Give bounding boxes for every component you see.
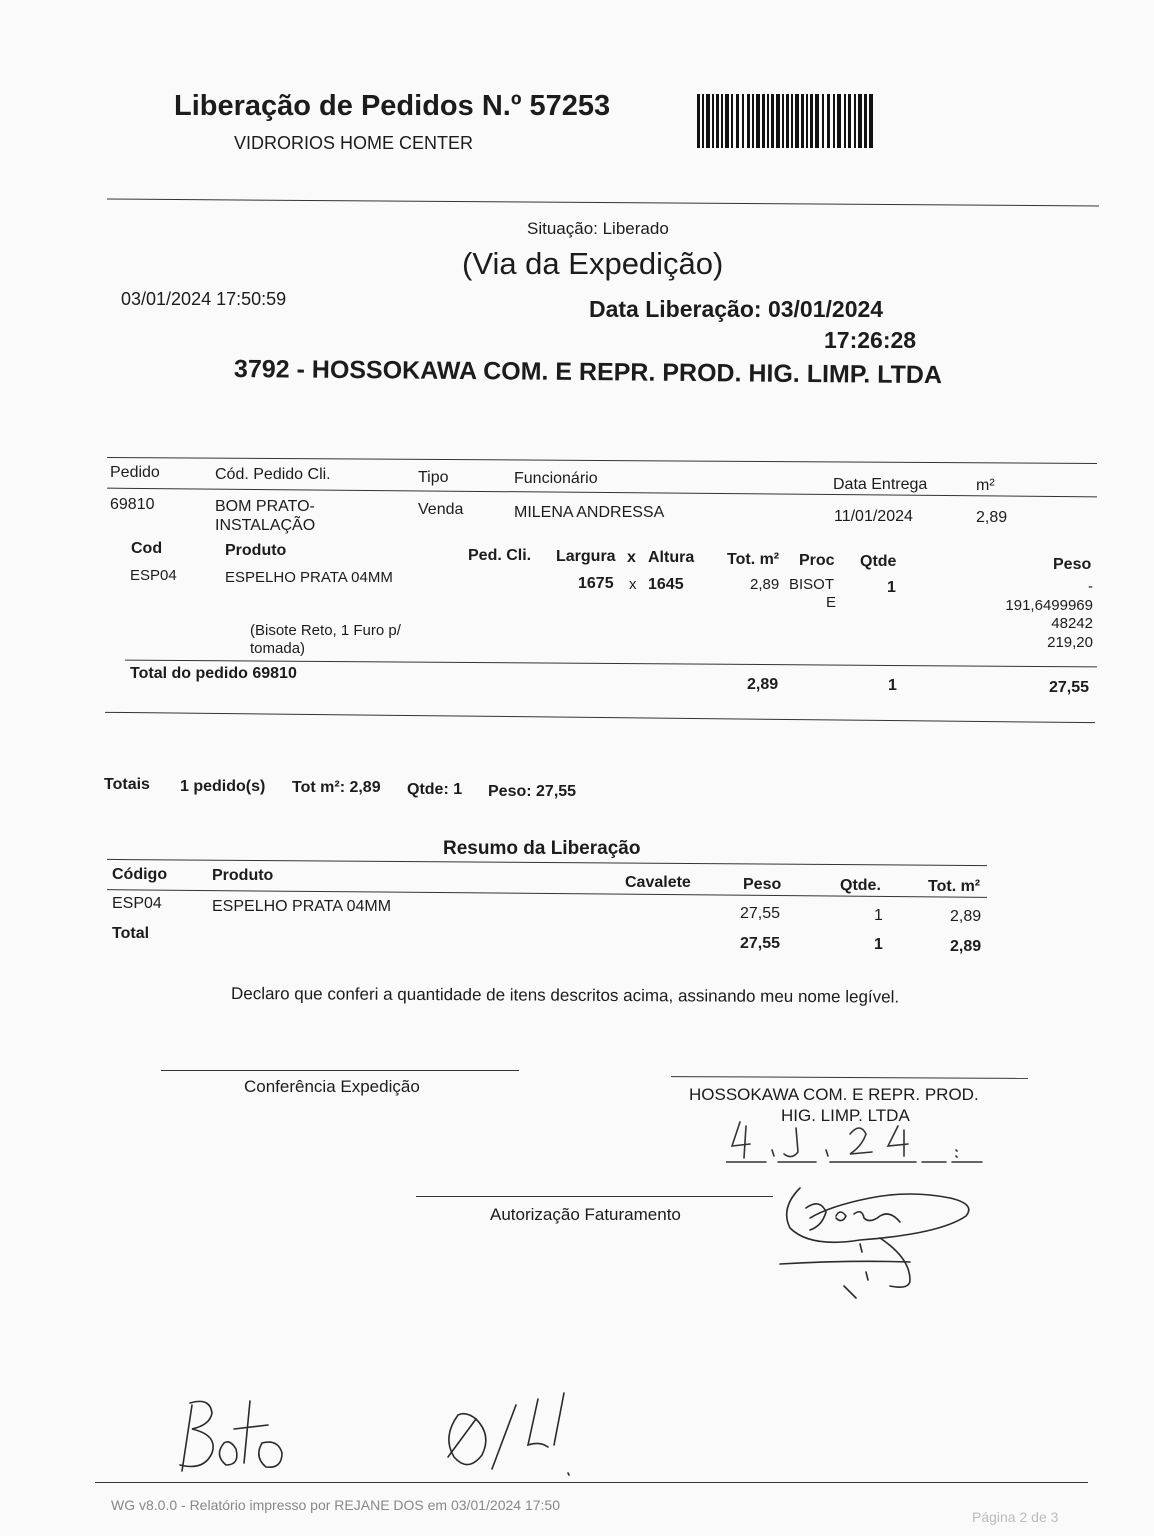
client-sign-name-2: HIG. LIMP. LTDA [781,1106,910,1125]
order-cod-pedido-cli-2: INSTALAÇÃO [215,517,316,534]
resumo-col-cavalete: Cavalete [625,874,691,891]
col-header-cod-pedido-cli: Cód. Pedido Cli. [215,466,331,483]
status-text: Situação: Liberado [527,219,669,238]
product-peso-4: 219,20 [1047,634,1093,651]
release-date-label: Data Liberação: [589,296,762,322]
totais-pedidos: 1 pedido(s) [180,778,266,795]
col-header-altura: Altura [648,549,695,566]
product-cod: ESP04 [130,567,177,584]
totais-peso: Peso: 27,55 [488,783,577,800]
order-funcionario: MILENA ANDRESSA [514,504,665,521]
resumo-total-peso: 27,55 [740,935,781,952]
conferencia-label: Conferência Expedição [244,1077,420,1096]
via-label: (Via da Expedição) [462,246,724,281]
product-proc-2: E [826,594,837,611]
product-produto: ESPELHO PRATA 04MM [225,569,393,586]
col-header-data-entrega: Data Entrega [833,476,928,493]
client-sign-name-1: HOSSOKAWA COM. E REPR. PROD. [689,1085,979,1104]
col-header-peso: Peso [1053,556,1092,573]
product-proc-1: BISOT [789,576,835,593]
totais-qtde: Qtde: 1 [407,781,463,798]
release-time: 17:26:28 [824,327,917,353]
col-header-x: x [627,549,636,566]
totais-tot-m2: Tot m²: 2,89 [292,779,381,796]
printed-datetime: 03/01/2024 17:50:59 [121,289,287,309]
resumo-col-peso: Peso [743,876,782,893]
product-peso-1: - [1088,578,1093,595]
resumo-col-produto: Produto [212,867,274,884]
col-header-pedido: Pedido [110,464,160,481]
product-peso-3: 48242 [1051,615,1093,632]
col-header-qtde: Qtde [860,553,897,570]
footer-report: WG v8.0.0 - Relatório impresso por REJANE DOS em 03/01/2024 17:50 [111,1497,560,1513]
order-m2: 2,89 [976,509,1008,526]
resumo-total-tot-m2: 2,89 [950,938,982,955]
resumo-total-qtde: 1 [874,936,883,953]
product-x: x [629,576,637,593]
col-header-cod: Cod [131,540,163,557]
order-header-line [107,488,1097,498]
client-signature-line [671,1076,1028,1079]
declaration-text: Declaro que conferi a quantidade de itens descritos acima, assinando meu nome legível. [230,984,900,1007]
company-name: VIDRORIOS HOME CENTER [234,133,474,153]
order-table-top-line [107,457,1097,464]
resumo-title: Resumo da Liberação [443,838,641,859]
col-header-produto: Produto [225,542,287,559]
order-data-entrega: 11/01/2024 [834,508,913,525]
totais-label: Totais [104,776,150,793]
conferencia-signature-line [161,1070,519,1071]
client-name: 3792 - HOSSOKAWA COM. E REPR. PROD. HIG. LIMP. LTDA [233,355,943,390]
resumo-col-tot-m2: Tot. m² [928,878,981,895]
order-pedido: 69810 [110,496,155,513]
product-peso-2: 191,6499969 [1005,597,1093,614]
col-header-largura: Largura [556,548,616,565]
order-total-tot-m2: 2,89 [747,676,779,693]
product-tot-m2: 2,89 [750,576,780,593]
autorizacao-signature-line [416,1196,773,1197]
handwritten-signature [770,1168,980,1303]
barcode [697,94,875,148]
release-date-value: 03/01/2024 [767,296,884,322]
resumo-total-label: Total [112,925,150,942]
product-qtde: 1 [887,579,896,596]
resumo-col-qtde: Qtde. [840,877,881,894]
col-header-tipo: Tipo [418,469,449,486]
header-divider [107,199,1099,207]
product-obs-2: tomada) [250,640,306,657]
release-date [589,296,883,323]
resumo-row-produto: ESPELHO PRATA 04MM [212,898,392,915]
col-header-m2: m² [976,477,995,494]
product-obs-1: (Bisote Reto, 1 Furo p/ [250,622,401,639]
product-altura: 1645 [648,576,684,593]
autorizacao-label: Autorização Faturamento [490,1205,681,1224]
resumo-row-qtde: 1 [874,907,883,924]
handwritten-date [726,1112,988,1172]
product-largura: 1675 [578,575,614,592]
order-table-bottom-line [105,712,1095,723]
footer-page: Página 2 de 3 [972,1509,1059,1525]
resumo-row-codigo: ESP04 [112,895,162,912]
col-header-proc: Proc [799,552,835,569]
resumo-row-tot-m2: 2,89 [950,908,982,925]
handwritten-note-right [440,1385,600,1480]
order-tipo: Venda [418,501,464,518]
order-total-peso: 27,55 [1049,679,1090,696]
order-cod-pedido-cli-1: BOM PRATO- [215,498,315,515]
footer-line [95,1482,1088,1483]
order-total-qtde: 1 [888,677,897,694]
order-total-label: Total do pedido 69810 [130,665,297,682]
col-header-tot-m2: Tot. m² [727,551,780,568]
handwritten-note-left [170,1395,300,1480]
resumo-col-codigo: Código [112,866,168,883]
document-title: Liberação de Pedidos N.º 57253 [174,90,611,122]
col-header-funcionario: Funcionário [514,470,598,487]
resumo-row-peso: 27,55 [740,905,781,922]
col-header-ped-cli: Ped. Cli. [468,547,532,564]
